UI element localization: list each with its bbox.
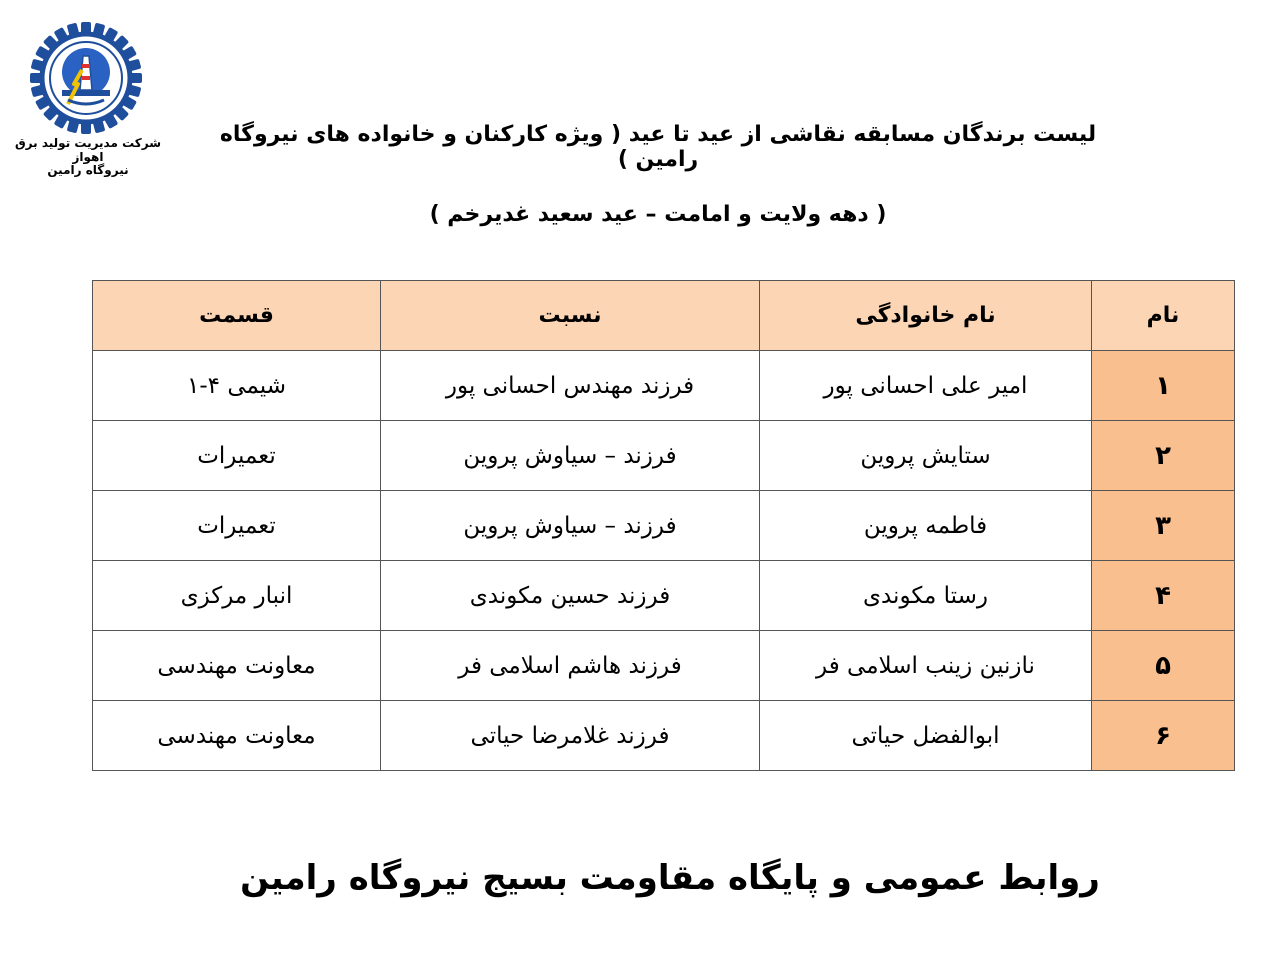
power-plant-name: نیروگاه رامین [47, 163, 129, 177]
table-row [93, 351, 1235, 421]
table-row [93, 561, 1235, 631]
winners-table [92, 280, 1235, 771]
header-num: نام [1092, 281, 1235, 351]
winner-relation: فرزند حسین مکوندی [381, 561, 760, 631]
winner-name: امیر علی احسانی پور [760, 351, 1092, 421]
winner-name: رستا مکوندی [760, 561, 1092, 631]
winner-relation: فرزند مهندس احسانی پور [381, 351, 760, 421]
winner-name: فاطمه پروین [760, 491, 1092, 561]
row-number: ۳ [1092, 491, 1235, 561]
organization-name: شرکت مدیریت تولید برق اهواز [14, 136, 162, 164]
winner-name: ستایش پروین [760, 421, 1092, 491]
row-number: ۲ [1092, 421, 1235, 491]
winner-name: ابوالفضل حیاتی [760, 701, 1092, 771]
document-title: لیست برندگان مسابقه نقاشی از عید تا عید ( ویژه کارکنان و خانواده های نیروگاه رامین ) [219, 122, 1097, 172]
winner-department: تعمیرات [93, 491, 381, 561]
document-subtitle: ( دهه ولایت و امامت – عید سعید غدیرخم ) [429, 202, 887, 227]
table-row [93, 491, 1235, 561]
winner-relation: فرزند هاشم اسلامی فر [381, 631, 760, 701]
header-family-name: نام خانوادگی [760, 281, 1092, 351]
row-number: ۴ [1092, 561, 1235, 631]
header-relation: نسبت [381, 281, 760, 351]
table-row [93, 421, 1235, 491]
row-number: ۵ [1092, 631, 1235, 701]
table-row [93, 631, 1235, 701]
winner-name: نازنین زینب اسلامی فر [760, 631, 1092, 701]
power-plant-gear-logo [28, 20, 144, 136]
winner-department: شیمی ۴-۱ [93, 351, 381, 421]
winner-department: معاونت مهندسی [93, 701, 381, 771]
winner-department: انبار مرکزی [93, 561, 381, 631]
footer-signature: روابط عمومی و پایگاه مقاومت بسیج نیروگاه رامین [240, 858, 1100, 898]
row-number: ۶ [1092, 701, 1235, 771]
winner-relation: فرزند – سیاوش پروین [381, 421, 760, 491]
table-header-row [93, 281, 1235, 351]
table-row [93, 701, 1235, 771]
header-department: قسمت [93, 281, 381, 351]
winner-relation: فرزند – سیاوش پروین [381, 491, 760, 561]
winner-department: تعمیرات [93, 421, 381, 491]
winner-department: معاونت مهندسی [93, 631, 381, 701]
row-number: ۱ [1092, 351, 1235, 421]
winner-relation: فرزند غلامرضا حیاتی [381, 701, 760, 771]
